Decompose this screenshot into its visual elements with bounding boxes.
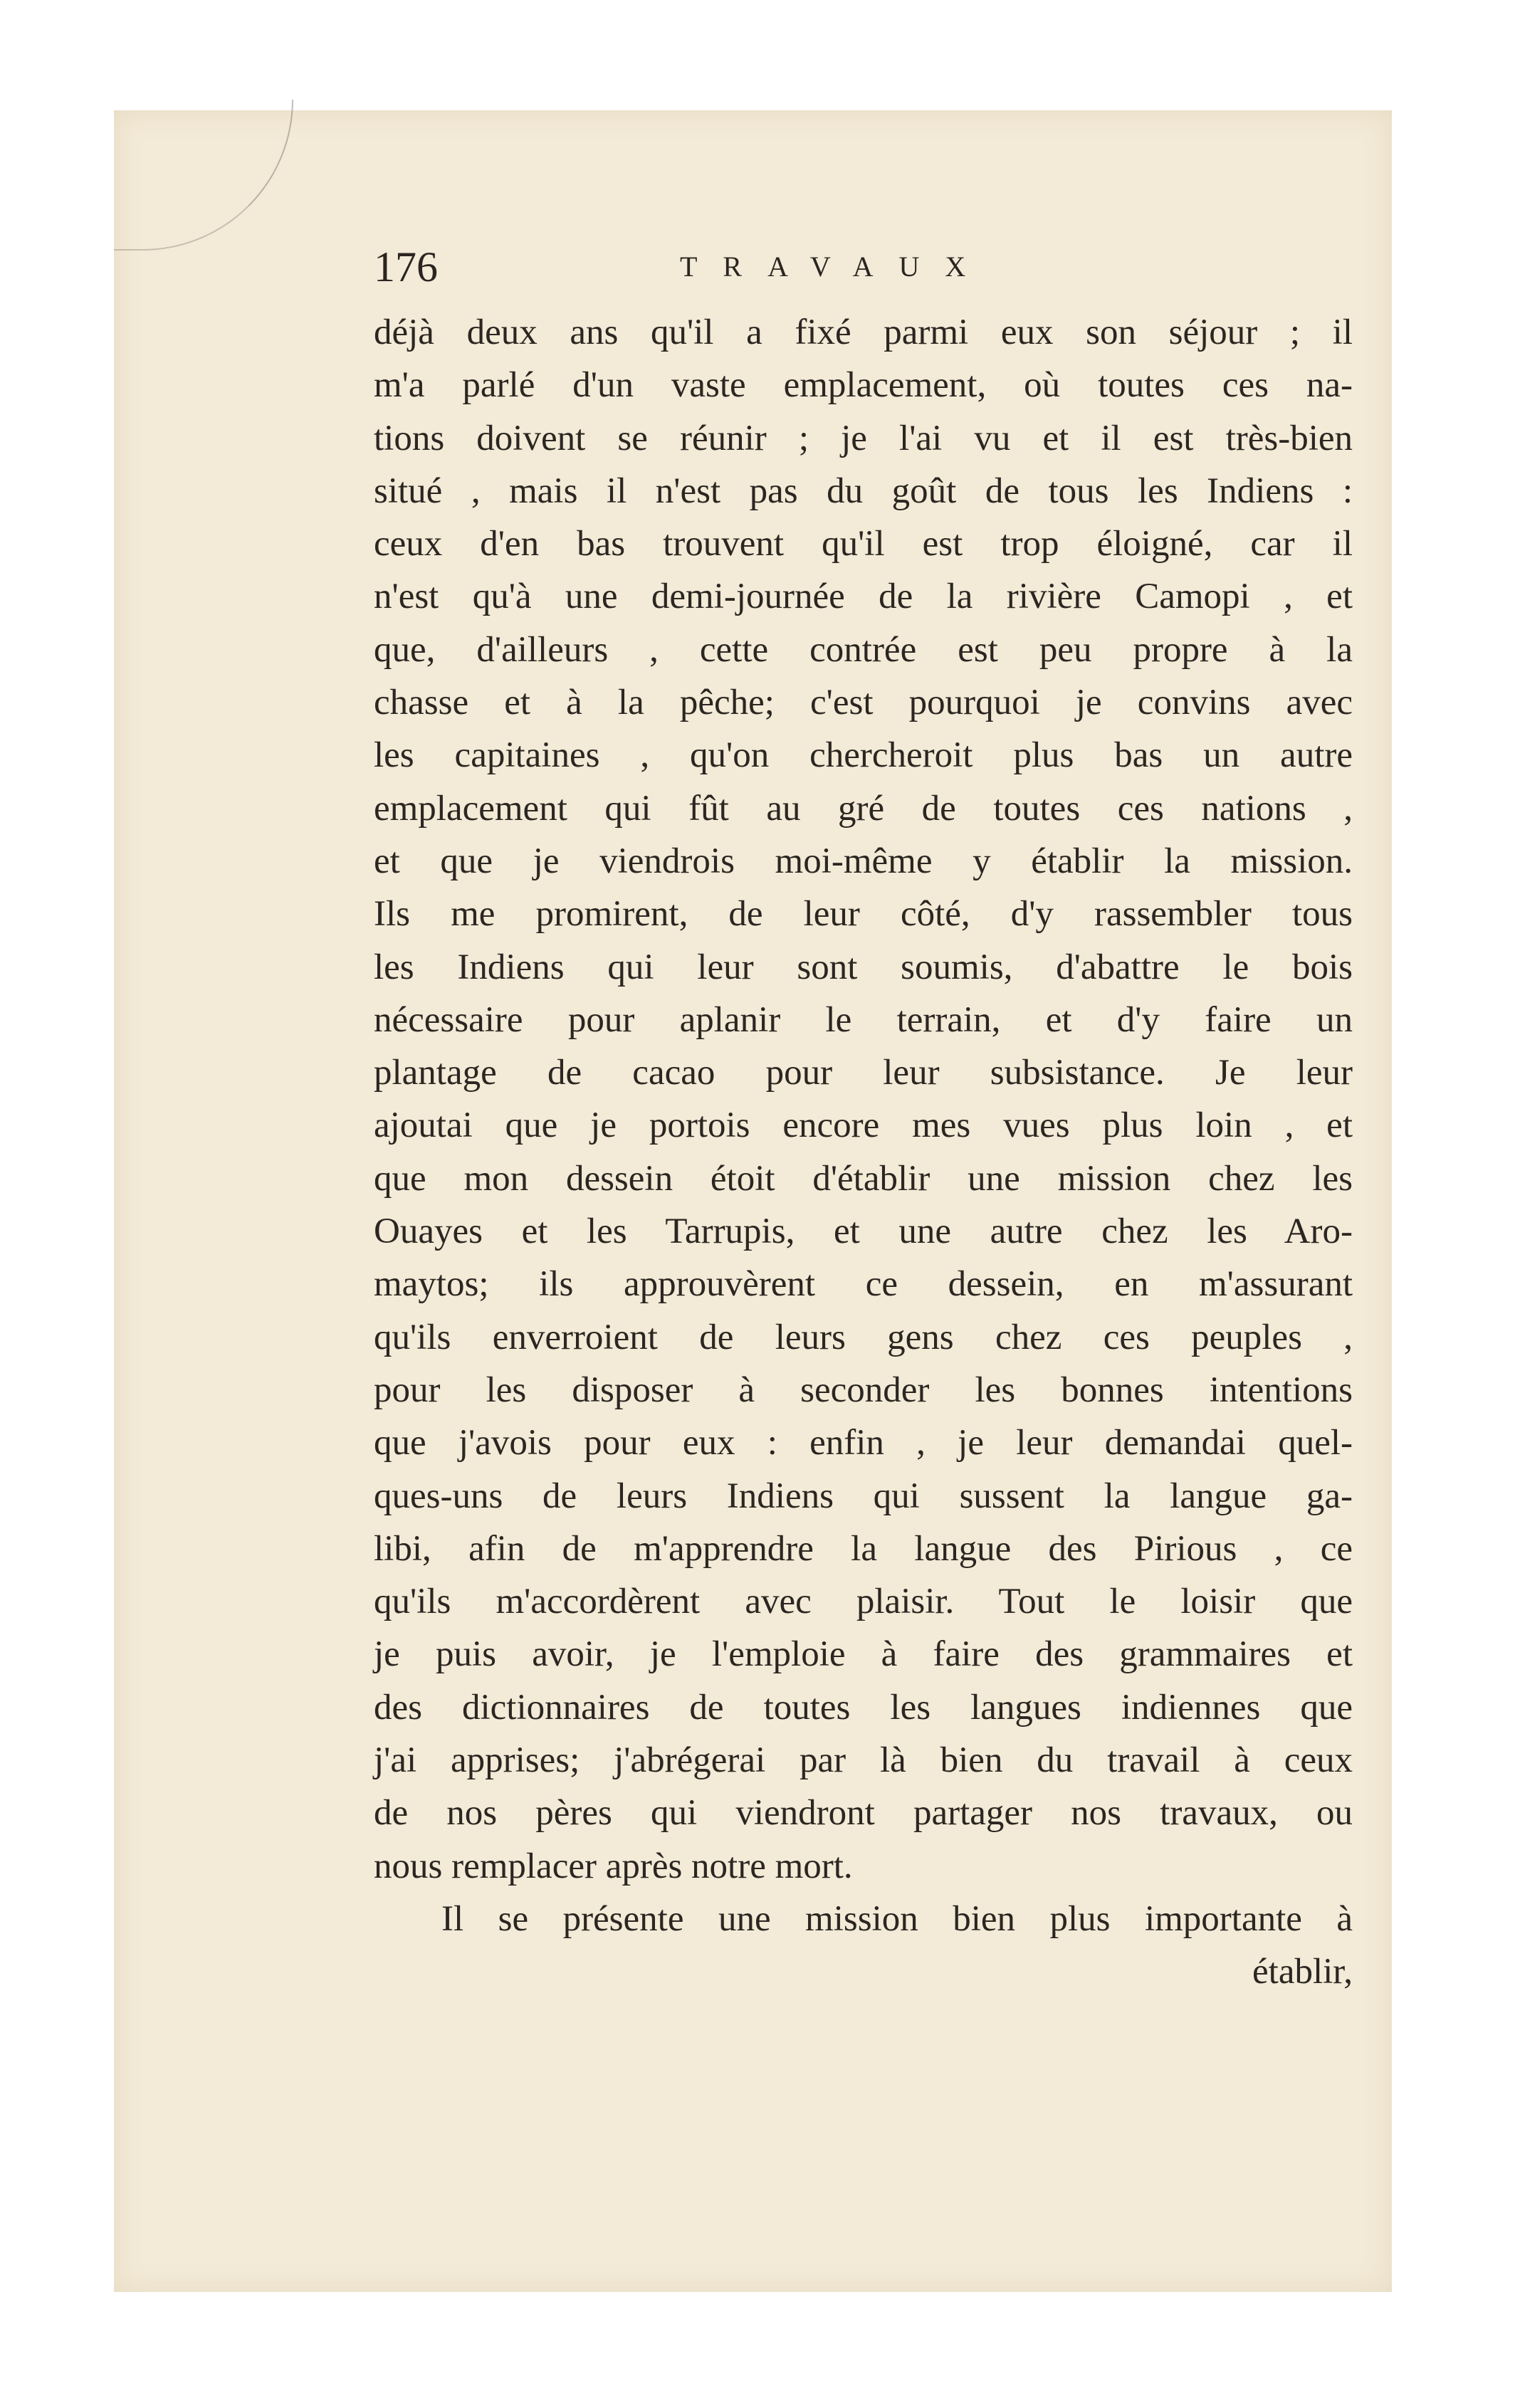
text-line: nécessaire pour aplanir le terrain, et d'y faire un <box>374 999 1353 1040</box>
text-line: qu'ils enverroient de leurs gens chez ces peuples , <box>374 1317 1353 1357</box>
catchword-line: établir, <box>1252 1952 1353 1992</box>
text-line: et que je viendrois moi-même y établir la mission. <box>374 841 1353 881</box>
paragraph-start-line: Il se présente une mission bien plus importante à <box>441 1898 1353 1939</box>
text-line: ajoutai que je portois encore mes vues plus loin , et <box>374 1105 1353 1146</box>
text-line: que, d'ailleurs , cette contrée est peu propre à la <box>374 629 1353 670</box>
text-line: que mon dessein étoit d'établir une mission chez les <box>374 1158 1353 1199</box>
text-line: déjà deux ans qu'il a fixé parmi eux son séjour ; il <box>374 312 1353 352</box>
text-line: maytos; ils approuvèrent ce dessein, en m'assurant <box>374 1264 1353 1305</box>
text-line: situé , mais il n'est pas du goût de tous les Indiens : <box>374 470 1353 511</box>
text-line: Ils me promirent, de leur côté, d'y rassembler tous <box>374 894 1353 935</box>
text-line: ceux d'en bas trouvent qu'il est trop éloigné, car il <box>374 524 1353 564</box>
text-line: pour les disposer à seconder les bonnes intentions <box>374 1369 1353 1410</box>
paragraph-end-line: nous remplacer après notre mort. <box>374 1846 853 1886</box>
body-text <box>374 306 1353 1999</box>
text-line: tions doivent se réunir ; je l'ai vu et il est très-bien <box>374 418 1353 458</box>
text-line: libi, afin de m'apprendre la langue des Pirious , ce <box>374 1528 1353 1569</box>
text-line: qu'ils m'accordèrent avec plaisir. Tout le loisir que <box>374 1582 1353 1622</box>
text-line: j'ai apprises; j'abrégerai par là bien du travail à ceux <box>374 1740 1353 1781</box>
text-line: emplacement qui fût au gré de toutes ces nations , <box>374 788 1353 829</box>
text-line: les capitaines , qu'on chercheroit plus bas un autre <box>374 735 1353 776</box>
text-line: de nos pères qui viendront partager nos travaux, ou <box>374 1793 1353 1834</box>
page-header <box>374 238 1353 295</box>
running-head: TRAVAUX <box>680 251 992 283</box>
text-line: plantage de cacao pour leur subsistance. Je leur <box>374 1053 1353 1093</box>
text-line: n'est qu'à une demi-journée de la rivière Camopi , et <box>374 577 1353 617</box>
text-line: les Indiens qui leur sont soumis, d'abattre le bois <box>374 947 1353 987</box>
text-line: des dictionnaires de toutes les langues indiennes que <box>374 1687 1353 1728</box>
text-line: chasse et à la pêche; c'est pourquoi je convins avec <box>374 683 1353 723</box>
text-line: m'a parlé d'un vaste emplacement, où toutes ces na- <box>374 365 1353 406</box>
page-number: 176 <box>374 243 438 290</box>
text-line: que j'avois pour eux : enfin , je leur demandai quel- <box>374 1423 1353 1463</box>
text-line: Ouayes et les Tarrupis, et une autre chez les Aro- <box>374 1211 1353 1252</box>
text-line: je puis avoir, je l'emploie à faire des grammaires et <box>374 1634 1353 1675</box>
text-line: ques-uns de leurs Indiens qui sussent la langue ga- <box>374 1476 1353 1516</box>
